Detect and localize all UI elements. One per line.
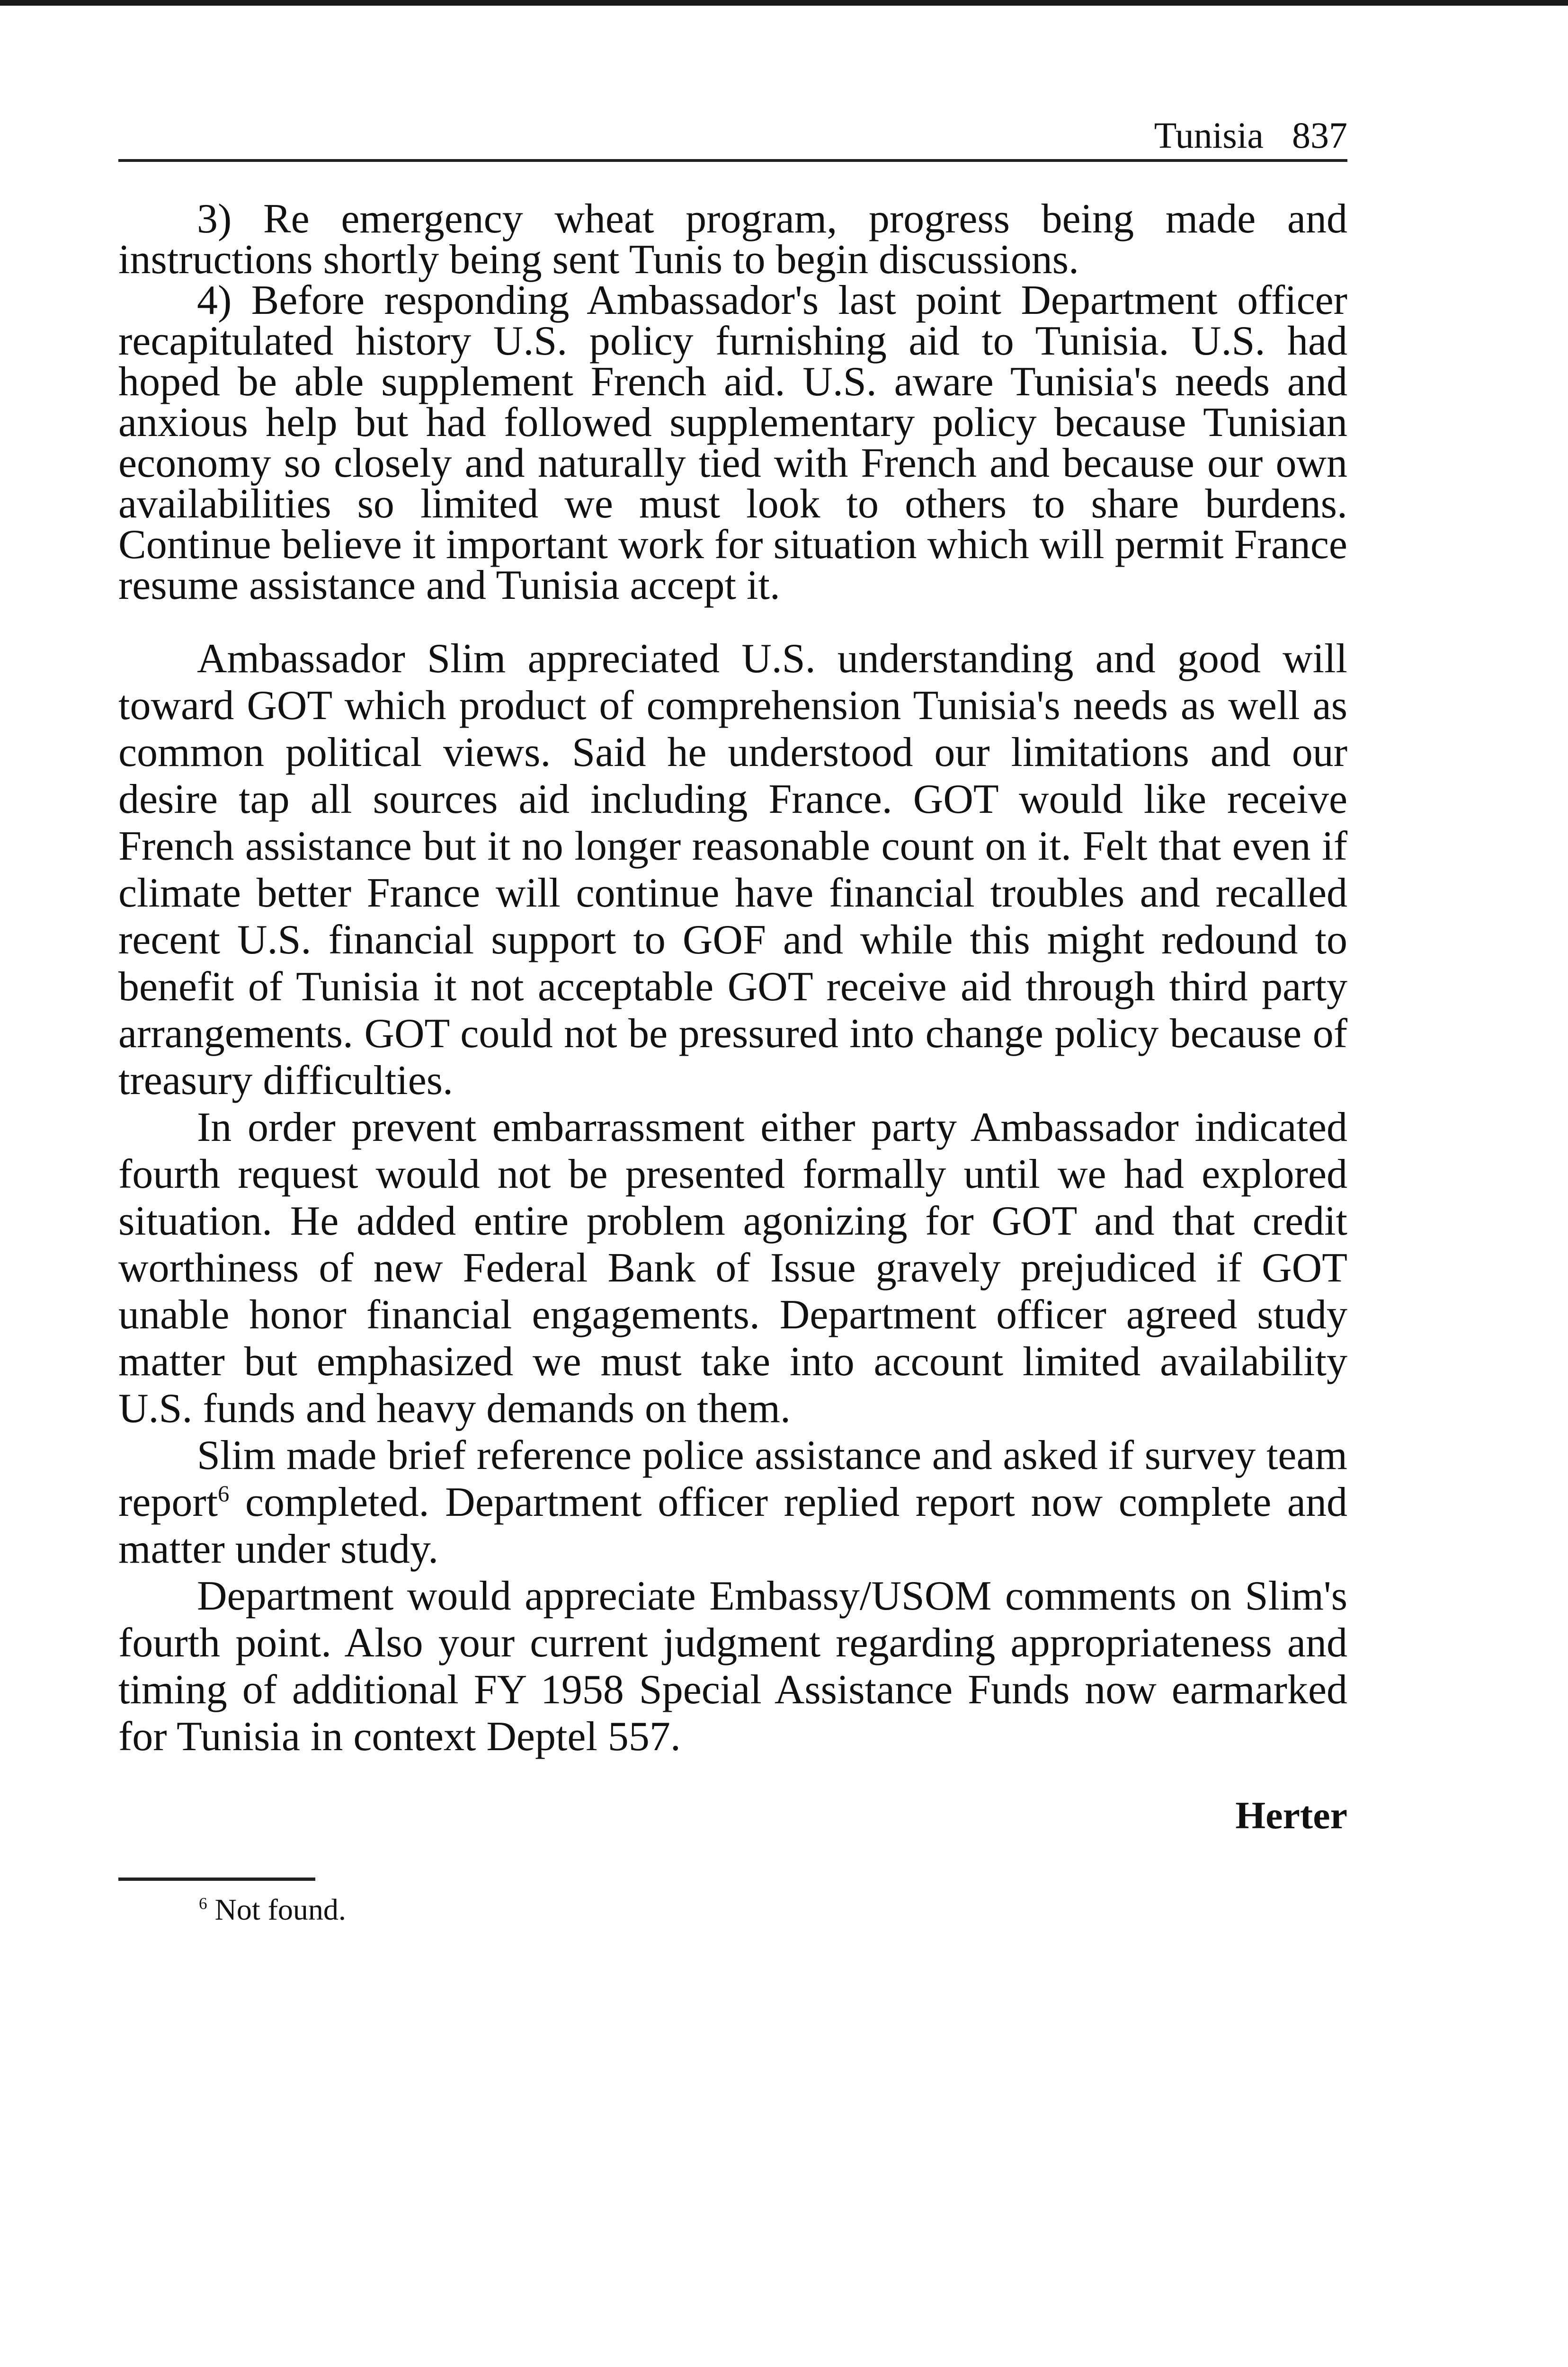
page-number: 837 xyxy=(1292,115,1347,156)
footnote-divider xyxy=(118,1878,315,1881)
police-text-end: completed. Department officer replied report now complete and matter under study. xyxy=(118,1479,1347,1572)
telegram-points-section xyxy=(118,196,1347,608)
paragraph-slim-response: Ambassador Slim appreciated U.S. understanding and good will toward GOT which product of comprehension Tunisia's needs as well as common political views. Said he understood our limitations and our desire tap all sources aid including France. GOT would like receive French assistance but it no longer reasonable count on it. Felt that even if climate better France will continue have financial troubles and recalled recent U.S. financial support to GOF and while this might redound to benefit of Tunisia it not acceptable GOT receive aid through third party arrangements. GOT could not be pressured into change policy because of treasury difficulties. xyxy=(118,636,1347,1103)
footnote-marker: 6 xyxy=(199,1894,207,1913)
running-header xyxy=(118,112,1347,162)
paragraph-point-3: 3) Re emergency wheat program, progress being made and instructions shortly being sent Tunis to begin discussions. xyxy=(118,196,1347,283)
scan-top-edge xyxy=(0,0,1568,6)
running-head-title: Tunisia xyxy=(1154,115,1264,156)
police-text-start: Slim made brief reference police assistance and asked if survey team report xyxy=(118,1433,1347,1525)
paragraph-point-4: 4) Before responding Ambassador's last point Department officer recapitulated history U.S. policy furnishing aid to Tunisia. U.S. had hoped be able supplement French aid. U.S. aware Tunisia's needs and anxious help but had followed supplementary policy because Tunisian economy so closely and naturally tied with French and because our own availabilities so limited we must look to others to share burdens. Continue believe it important work for situation which will permit France resume assistance and Tunisia accept it. xyxy=(118,277,1347,608)
signature: Herter xyxy=(1235,1794,1347,1837)
document-body xyxy=(118,196,1347,1838)
footnote xyxy=(199,1891,346,1929)
paragraph-police-assistance xyxy=(118,1432,1347,1573)
footnote-text: Not found. xyxy=(207,1893,346,1926)
telegram-narrative-section xyxy=(118,635,1347,1838)
paragraph-comments-request: Department would appreciate Embassy/USOM comments on Slim's fourth point. Also your current judgment regarding appropriateness and timing of additional FY 1958 Special Assistance Funds now earmarked for Tunisia in context Deptel 557. xyxy=(118,1573,1347,1760)
paragraph-fourth-request: In order prevent embarrassment either party Ambassador indicated fourth request would not be presented formally until we had explored situation. He added entire problem agonizing for GOT and that credit worthiness of new Federal Bank of Issue gravely prejudiced if GOT unable honor financial engagements. Department officer agreed study matter but emphasized we must take into account limited availability U.S. funds and heavy demands on them. xyxy=(118,1104,1347,1432)
footnote-reference: 6 xyxy=(218,1481,230,1507)
